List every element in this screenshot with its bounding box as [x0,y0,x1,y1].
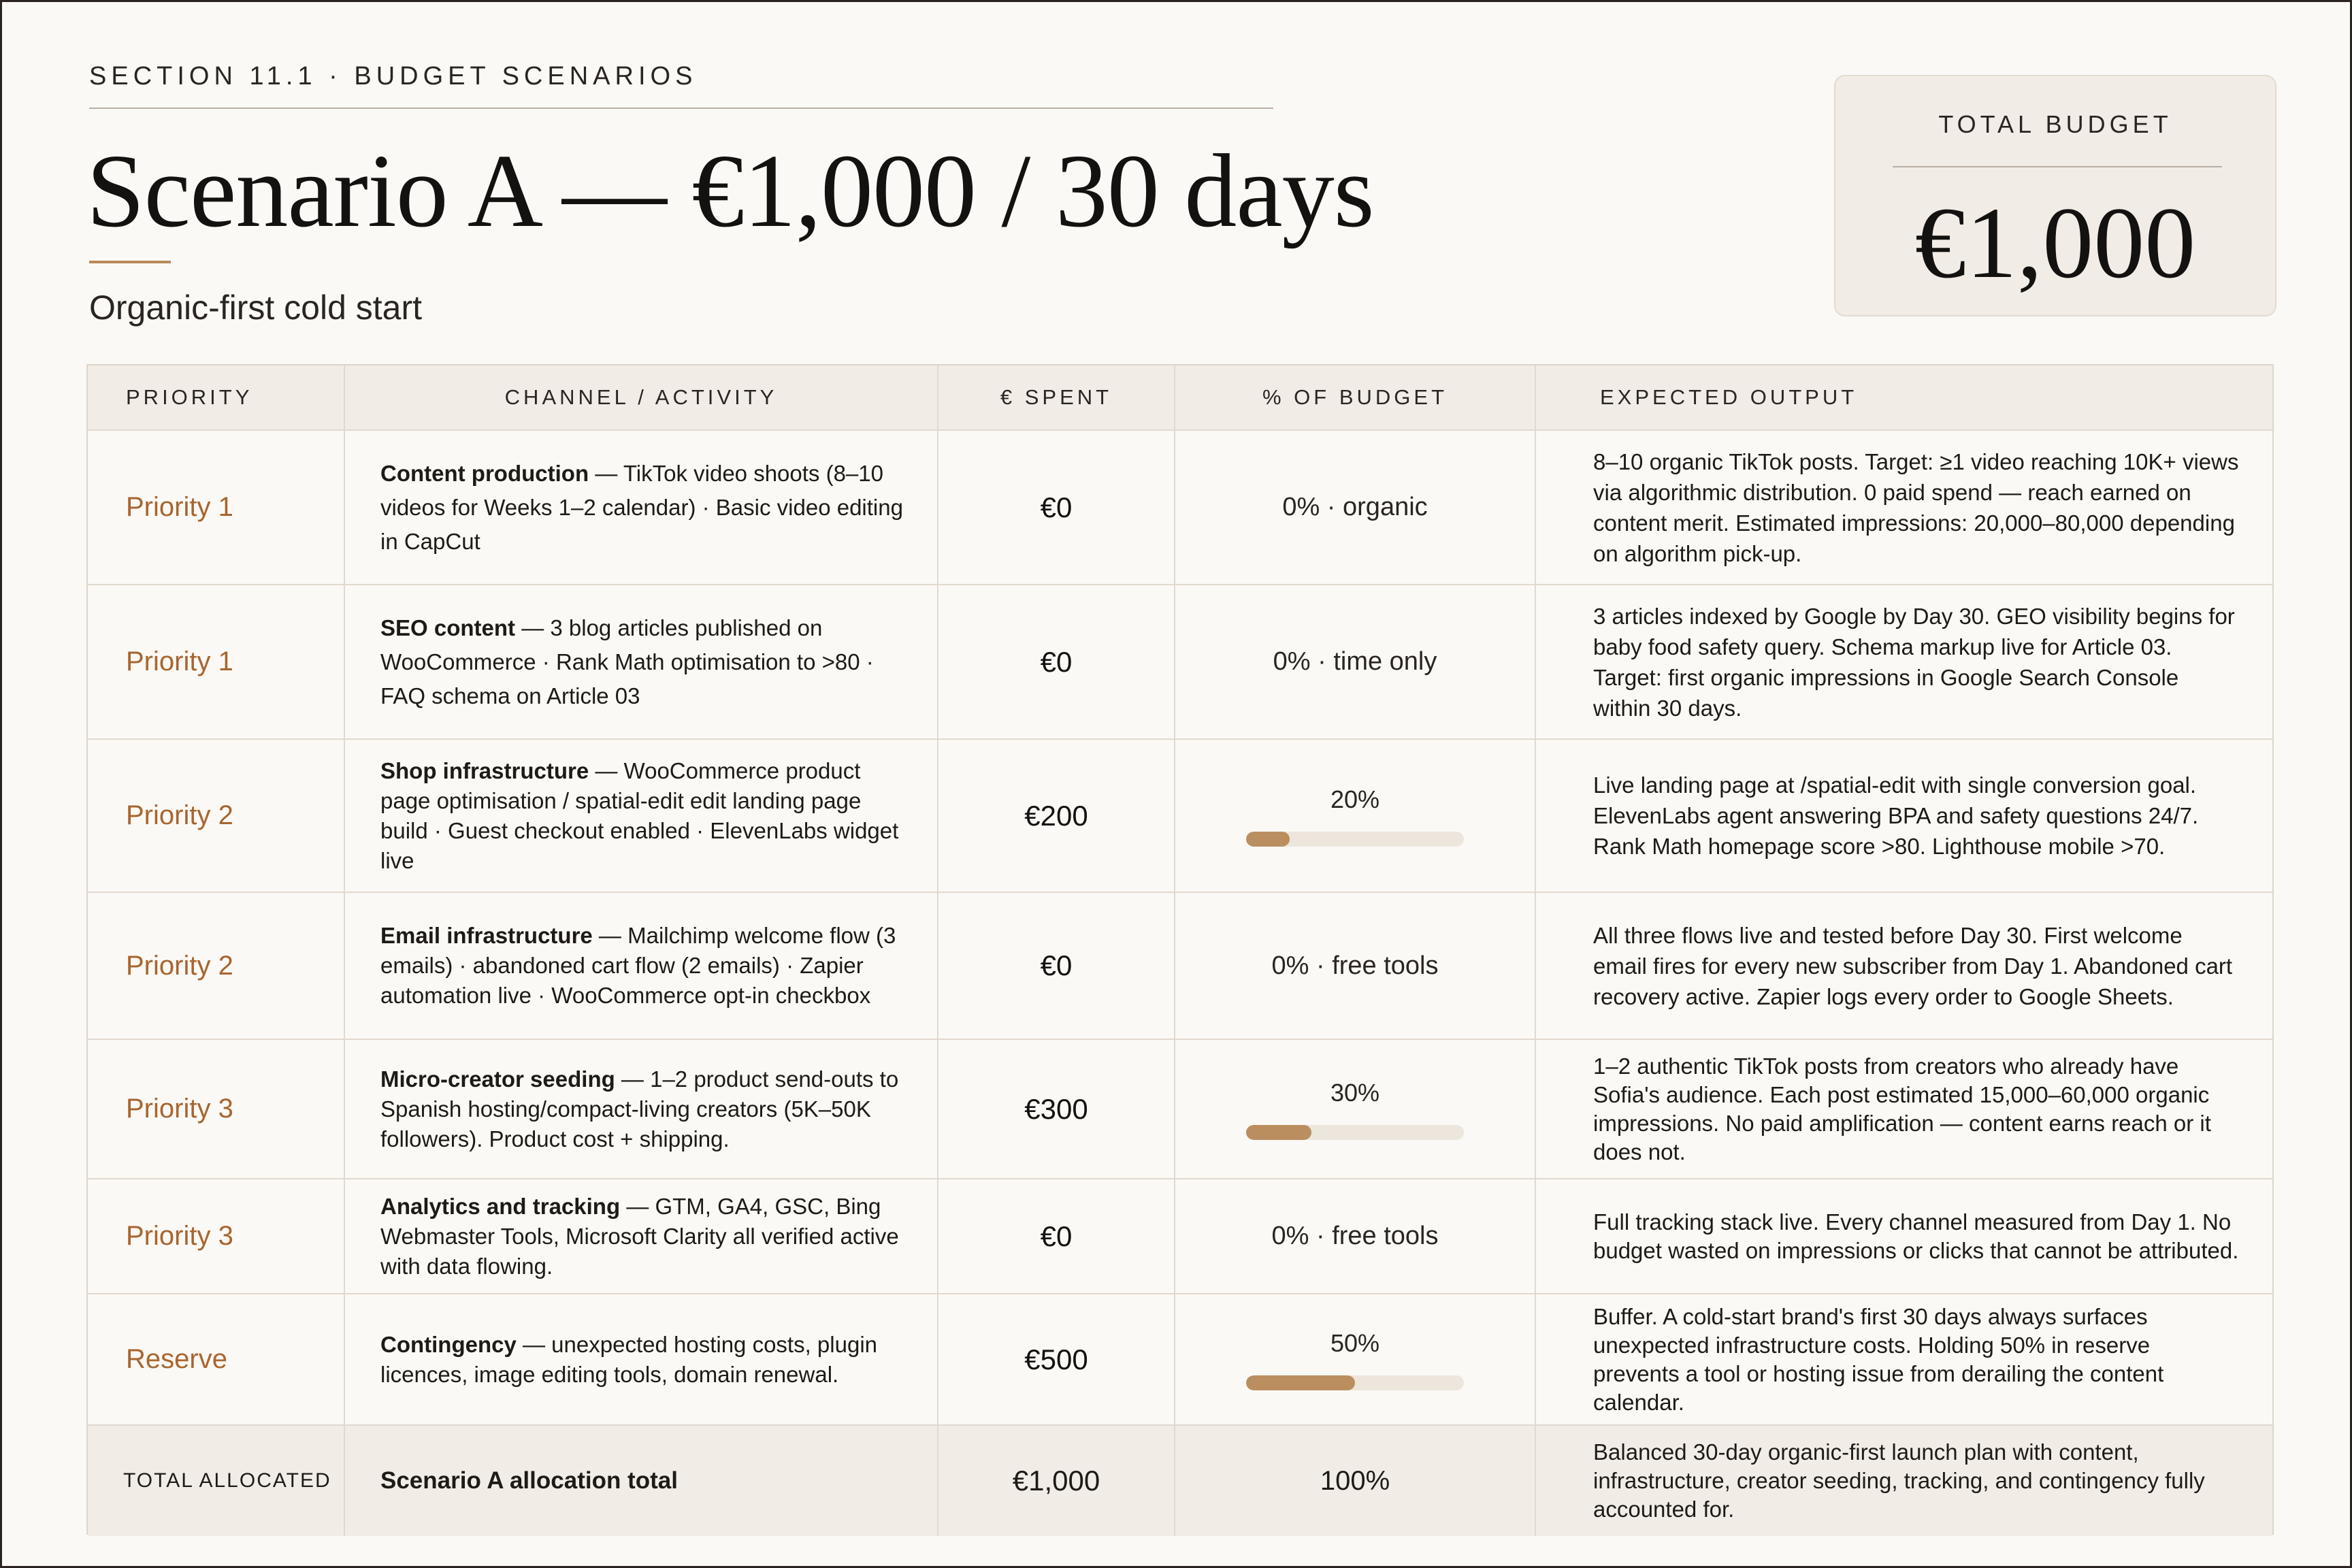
spent-cell [938,431,1175,584]
percent-bar [1246,1125,1464,1140]
table-row [88,431,2272,585]
priority-cell [88,1294,345,1424]
expected-output-text: Full tracking stack live. Every channel measured from Day 1. No budget wasted on impressions or clicks that cannot be attributed. [1593,1209,2239,1263]
total-percent: 100% [1175,1426,1536,1536]
header-expected-output: EXPECTED OUTPUT [1600,385,1858,409]
activity-cell [345,431,938,584]
spent-value: €300 [1024,1092,1088,1125]
activity-description [380,1064,910,1154]
budget-table [86,364,2274,1535]
spent-value: €0 [1040,949,1073,981]
priority-label: Priority 2 [126,950,233,981]
percent-bar [1246,832,1464,847]
output-cell [1536,1294,2275,1424]
activity-detail: — unexpected hosting costs, plugin licences, image editing tools, domain renewal. [380,1331,878,1387]
activity-cell [345,1179,938,1293]
expected-output-text: Live landing page at /spatial-edit with single conversion goal. ElevenLabs agent answering BPA and safety questions 24/7. Rank Math homepage score >80. Lighthouse mobile >70. [1593,772,2199,859]
total-output-cell [1536,1426,2275,1536]
total-label: TOTAL ALLOCATED [88,1426,345,1536]
header-priority: PRIORITY [88,365,345,429]
percent-cell [1175,1294,1536,1424]
expected-output-text: 8–10 organic TikTok posts. Target: ≥1 video reaching 10K+ views via algorithmic distribution. 0 paid spend — reach earned on content merit. Estimated impressions: 20,000–80,000 depending on algorithm pick-up. [1593,448,2239,566]
percent-cell [1175,1040,1536,1178]
total-activity: Scenario A allocation total [345,1426,938,1536]
percent-bar-group [1246,785,1464,847]
activity-cell [345,585,938,738]
output-cell [1536,893,2275,1039]
priority-cell [88,740,345,892]
spent-cell [938,1040,1175,1178]
percent-label: 0% · free tools [1271,951,1439,980]
activity-detail: — Mailchimp welcome flow (3 emails) · abandoned cart flow (2 emails) · Zapier automation live · WooCommerce opt-in checkbox [380,923,896,1008]
activity-description [380,457,910,559]
activity-description [380,756,910,876]
activity-cell [345,893,938,1039]
table-row [88,893,2272,1040]
activity-detail: — 1–2 product send-outs to Spanish hosting/compact-living creators (5K–50K followers). Product cost + shipping. [380,1066,899,1152]
percent-bar-fill [1246,1375,1355,1390]
activity-title: Micro-creator seeding [380,1066,615,1092]
output-cell [1536,585,2275,738]
activity-cell [345,1294,938,1424]
header-spent: € SPENT [938,365,1175,429]
spent-cell [938,1179,1175,1293]
percent-bar-fill [1246,1125,1311,1140]
spent-value: €500 [1024,1343,1088,1375]
percent-cell [1175,585,1536,738]
spent-cell [938,893,1175,1039]
spent-value: €200 [1024,799,1088,832]
activity-detail: — GTM, GA4, GSC, Bing Webmaster Tools, Microsoft Clarity all verified active with data flowing. [380,1193,899,1279]
priority-cell [88,893,345,1039]
percent-bar-fill [1246,832,1290,847]
percent-label: 0% · time only [1273,647,1437,676]
output-cell [1536,1179,2275,1293]
table-header-row [88,365,2272,431]
priority-label: Priority 1 [126,647,233,676]
priority-cell [88,585,345,738]
expected-output-text: 3 articles indexed by Google by Day 30. GEO visibility begins for baby food safety query. Schema markup live for Article 03. Target: first organic impressions in Google Search Console within 30 days. [1593,603,2235,721]
table-row [88,1040,2272,1179]
expected-output-text: All three flows live and tested before Day 30. First welcome email fires for every new subscriber from Day 1. Abandoned cart recovery active. Zapier logs every order to Google Sheets. [1593,922,2233,1009]
activity-description [380,1192,910,1281]
activity-title: SEO content [380,615,516,640]
output-cell [1536,431,2275,584]
activity-detail: — 3 blog articles published on WooCommerce · Rank Math optimisation to >80 · FAQ schema on Article 03 [380,615,874,708]
priority-label: Priority 3 [126,1221,233,1251]
activity-title: Analytics and tracking [380,1193,621,1219]
percent-bar-group [1246,1329,1464,1390]
percent-label: 50% [1330,1328,1380,1357]
activity-cell [345,740,938,892]
priority-label: Priority 1 [126,492,233,522]
activity-title: Content production [380,460,589,486]
activity-description [380,611,910,713]
table-row [88,1179,2272,1294]
total-spent: €1,000 [938,1426,1175,1536]
percent-bar [1246,1375,1464,1390]
output-cell [1536,740,2275,892]
header-channel-activity: CHANNEL / ACTIVITY [345,365,938,429]
percent-label: 20% [1330,785,1380,813]
spent-cell [938,585,1175,738]
spent-cell [938,1294,1175,1424]
section-divider [89,108,1273,109]
table-row [88,585,2272,740]
table-row [88,740,2272,893]
activity-cell [345,1040,938,1178]
total-output-text: Balanced 30-day organic-first launch plan with content, infrastructure, creator seeding, tracking, and contingency fully accounted for. [1593,1439,2205,1522]
priority-label: Priority 2 [126,800,233,830]
spent-value: €0 [1040,1220,1073,1252]
spent-value: €0 [1040,491,1073,523]
activity-title: Shop infrastructure [380,757,589,783]
priority-cell [88,1179,345,1293]
output-cell [1536,1040,2275,1178]
percent-cell [1175,740,1536,892]
percent-bar-group [1246,1079,1464,1140]
activity-title: Email infrastructure [380,923,593,948]
priority-label: Priority 3 [126,1094,233,1124]
percent-cell [1175,431,1536,584]
priority-cell [88,431,345,584]
percent-cell [1175,893,1536,1039]
total-budget-label: TOTAL BUDGET [1938,110,2172,138]
activity-detail: — WooCommerce product page optimisation / spatial-edit edit landing page build · Guest checkout enabled · ElevenLabs widget live [380,757,899,873]
total-budget-value: €1,000 [1914,186,2196,299]
percent-label: 0% · organic [1282,493,1428,521]
percent-label: 30% [1330,1078,1380,1107]
expected-output-text: 1–2 authentic TikTok posts from creators who already have Sofia's audience. Each post estimated 15,000–60,000 organic impressions. No paid amplification — content earns reach or it does not. [1593,1053,2211,1164]
total-budget-card [1834,75,2276,316]
page-subtitle: Organic-first cold start [89,289,423,327]
activity-title: Contingency [380,1331,517,1357]
section-label: SECTION 11.1 · BUDGET SCENARIOS [89,62,698,91]
priority-label: Reserve [126,1344,227,1374]
total-row [88,1426,2272,1536]
page-title: Scenario A — €1,000 / 30 days [86,133,1374,249]
spent-value: €0 [1040,645,1073,678]
percent-label: 0% · free tools [1271,1222,1439,1250]
priority-cell [88,1040,345,1178]
activity-description [380,921,910,1011]
percent-cell [1175,1179,1536,1293]
title-accent-rule [89,261,171,263]
header-percent-of-budget: % OF BUDGET [1175,365,1536,429]
spent-cell [938,740,1175,892]
activity-description [380,1330,910,1390]
activity-detail: — TikTok video shoots (8–10 videos for Weeks 1–2 calendar) · Basic video editing in CapCut [380,460,903,554]
table-row [88,1294,2272,1426]
expected-output-text: Buffer. A cold-start brand's first 30 days always surfaces unexpected infrastructure costs. Holding 50% in reserve prevents a tool or hosting issue from derailing the content calendar. [1593,1303,2164,1415]
total-budget-divider [1893,166,2222,167]
